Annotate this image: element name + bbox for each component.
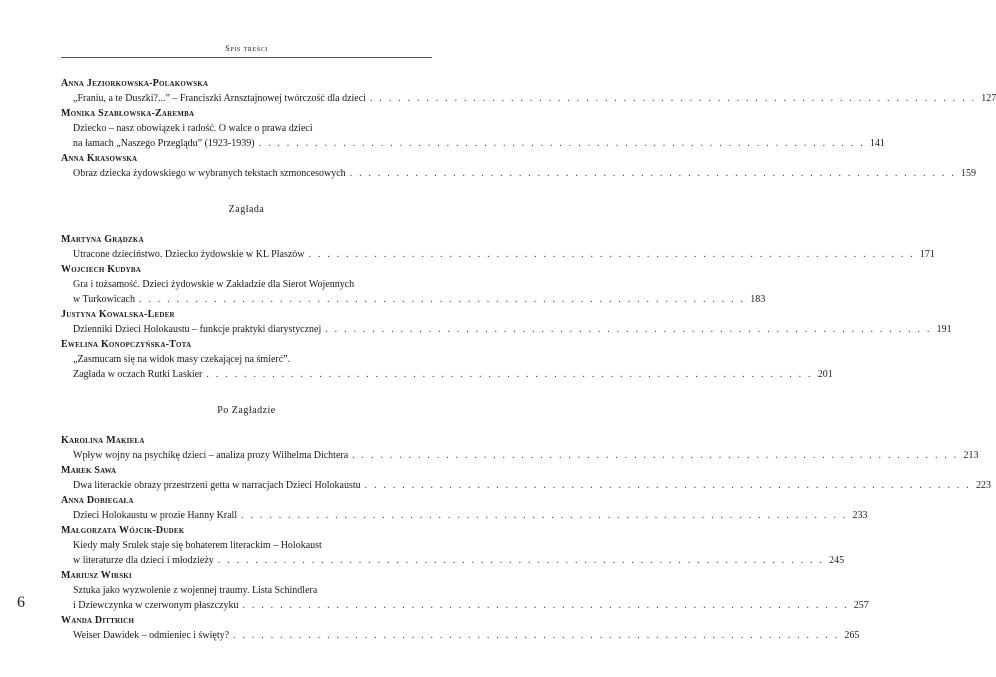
- toc-entry[interactable]: [61, 352, 833, 382]
- entry-author: Karolina Makieła: [61, 435, 145, 446]
- toc-entry[interactable]: [61, 628, 860, 643]
- toc-entry[interactable]: [61, 508, 868, 523]
- entry-page-number: 201: [817, 369, 833, 380]
- toc-entry[interactable]: [61, 478, 991, 493]
- toc-section: [61, 232, 952, 382]
- entry-title-line: Weiser Dawidek – odmieniec i święty?: [73, 630, 230, 641]
- dot-leader: [365, 478, 971, 493]
- entry-author: Monika Szabłowska-Zaremba: [61, 108, 195, 119]
- entry-title-line: na łamach „Naszego Przeglądu” (1923-1939): [73, 138, 255, 149]
- toc-entry[interactable]: [61, 247, 935, 262]
- entry-title-line: Sztuka jako wyzwolenie z wojennej traumy. Lista Schindlera: [73, 585, 318, 596]
- entry-title-row: [73, 628, 860, 643]
- section-title: Po Zagładzie: [217, 405, 276, 416]
- dot-leader: [242, 598, 848, 613]
- entry-title-line: Zagłada w oczach Rutki Laskier: [73, 369, 203, 380]
- entry-page-number: 257: [853, 600, 869, 611]
- entry-title-line: i Dziewczynka w czerwonym płaszczyku: [73, 600, 239, 611]
- running-head: Spis treści: [225, 43, 268, 53]
- entry-author: Wanda Dittrich: [61, 615, 135, 626]
- entry-page-number: 171: [919, 249, 935, 260]
- entry-page-number: 223: [975, 480, 991, 491]
- entry-author: Justyna Kowalska-Leder: [61, 309, 175, 320]
- page-number: 6: [17, 594, 25, 611]
- entry-title-line: Gra i tożsamość. Dzieci żydowskie w Zakładzie dla Sierot Wojennych: [73, 279, 355, 290]
- entry-title-row: [73, 322, 952, 337]
- entry-title-line: „Franiu, a te Duszki?...” – Franciszki Arnsztajnowej twórczość dla dzieci: [73, 93, 366, 104]
- dot-leader: [350, 166, 956, 181]
- toc-entry[interactable]: [61, 322, 952, 337]
- entry-author: Martyna Grądzka: [61, 234, 144, 245]
- dot-leader: [218, 553, 824, 568]
- entry-title-row: [73, 367, 833, 382]
- entry-title-line: Utracone dzieciństwo. Dziecko żydowskie w KL Płaszów: [73, 249, 305, 260]
- entry-title-row: [73, 448, 979, 463]
- entry-author: Mariusz Wirski: [61, 570, 132, 581]
- entry-title-line: Dzienniki Dzieci Holokaustu – funkcje praktyki diarystycznej: [73, 324, 322, 335]
- entry-author: Anna Jeziorkowska-Polakowska: [61, 78, 209, 89]
- header-rule: [61, 57, 432, 58]
- entry-page-number: 191: [936, 324, 952, 335]
- dot-leader: [325, 322, 931, 337]
- dot-leader: [233, 628, 839, 643]
- entry-page-number: 213: [963, 450, 979, 461]
- toc-section: [61, 433, 991, 643]
- entry-title-line: w literaturze dla dzieci i młodzieży: [73, 555, 214, 566]
- entry-title-line: Dziecko – nasz obowiązek i radość. O walce o prawa dzieci: [73, 123, 313, 134]
- entry-title-line: Obraz dziecka żydowskiego w wybranych tekstach szmoncesowych: [73, 168, 346, 179]
- entry-title-row: [73, 598, 869, 613]
- entry-title-row: [73, 553, 845, 568]
- entry-title-row: [73, 478, 991, 493]
- dot-leader: [259, 136, 865, 151]
- toc-entry[interactable]: [61, 448, 979, 463]
- entry-title-row: [73, 247, 935, 262]
- entry-author: Ewelina Konopczyńska-Tota: [61, 339, 192, 350]
- toc-entry[interactable]: [61, 538, 845, 568]
- entry-author: Anna Dobiegała: [61, 495, 134, 506]
- table-of-contents: [61, 76, 996, 664]
- dot-leader: [370, 91, 976, 106]
- toc-entry[interactable]: [61, 121, 885, 151]
- entry-title-line: „Zasmucam się na widok masy czekającej na śmierć”.: [73, 354, 291, 365]
- entry-title-row: [73, 91, 996, 106]
- entry-page-number: 265: [844, 630, 860, 641]
- entry-page-number: 245: [829, 555, 845, 566]
- toc-entry[interactable]: [61, 277, 766, 307]
- entry-title-row: [73, 292, 766, 307]
- entry-page-number: 183: [750, 294, 766, 305]
- entry-title-row: [73, 166, 976, 181]
- dot-leader: [241, 508, 847, 523]
- entry-page-number: 233: [852, 510, 868, 521]
- entry-page-number: 141: [869, 138, 885, 149]
- toc-entry[interactable]: [61, 91, 996, 106]
- entry-page-number: 159: [961, 168, 976, 179]
- toc-entry[interactable]: [61, 166, 976, 181]
- entry-title-line: Wpływ wojny na psychikę dzieci – analiza prozy Wilhelma Dichtera: [73, 450, 349, 461]
- dot-leader: [309, 247, 915, 262]
- entry-title-row: [73, 136, 885, 151]
- entry-title-line: w Turkowicach: [73, 294, 135, 305]
- entry-author: Wojciech Kudyba: [61, 264, 142, 275]
- entry-title-line: Dzieci Holokaustu w prozie Hanny Krall: [73, 510, 238, 521]
- dot-leader: [206, 367, 812, 382]
- section-title: Zagłada: [228, 204, 265, 215]
- entry-title-line: Dwa literackie obrazy przestrzeni getta w narracjach Dzieci Holokaustu: [73, 480, 361, 491]
- entry-title-row: [73, 508, 868, 523]
- entry-author: Anna Krasowska: [61, 153, 138, 164]
- entry-page-number: 127: [981, 93, 996, 104]
- toc-entry[interactable]: [61, 583, 869, 613]
- entry-author: Małgorzata Wójcik-Dudek: [61, 525, 185, 536]
- entry-author: Marek Sawa: [61, 465, 117, 476]
- dot-leader: [352, 448, 958, 463]
- dot-leader: [139, 292, 745, 307]
- toc-section: [61, 76, 996, 181]
- entry-title-line: Kiedy mały Srulek staje się bohaterem literackim – Holokaust: [73, 540, 322, 551]
